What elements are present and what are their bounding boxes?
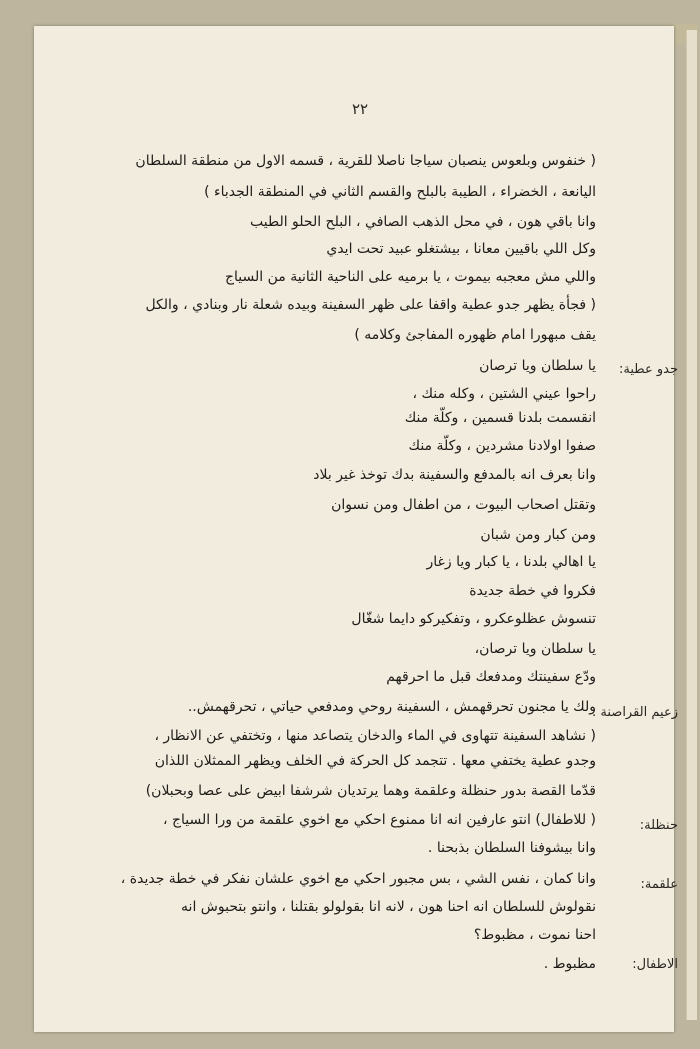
script-line: يا سلطان ويا ترصان، bbox=[474, 641, 596, 657]
script-line: يا اهالي بلدنا ، يا كبار ويا زغار bbox=[426, 554, 596, 570]
speaker-label: الاطفال: bbox=[632, 957, 678, 972]
script-line: ( للاطفال) انتو عارفين انه انا ممنوع احكي مع اخوي علقمة من ورا السياج ، bbox=[162, 812, 596, 828]
paper-edge bbox=[686, 30, 697, 1020]
script-line: وكل اللي باقيين معانا ، بيشتغلو عبيد تحت ايدي bbox=[326, 241, 596, 257]
script-line: يا سلطان ويا ترصان bbox=[479, 358, 596, 374]
script-line: انقسمت بلدنا قسمين ، وكلّة منك bbox=[404, 410, 596, 426]
script-line: وانا كمان ، نفس الشي ، بس مجبور احكي مع اخوي علشان نفكر في خطة جديدة ، bbox=[120, 871, 596, 887]
script-line: وجدو عطية يختفي معها . تتجمد كل الحركة في الخلف ويظهر الممثلان اللذان bbox=[154, 753, 596, 769]
script-line: تنسوش عظلوعكرو ، وتفكيركو دايما شغّال bbox=[351, 611, 596, 627]
script-line: صفوا اولادنا مشردين ، وكلّة منك bbox=[408, 438, 596, 454]
script-line: قدّما القصة بدور حنظلة وعلقمة وهما يرتديان شرشفا ابيض على عصا وبحبلان) bbox=[145, 783, 596, 799]
script-line: يقف مبهورا امام ظهوره المفاجئ وكلامه ) bbox=[354, 327, 596, 343]
script-line: وانا بيشوفنا السلطان بذبحنا . bbox=[427, 840, 596, 856]
page-number: ٢٢ bbox=[351, 100, 369, 118]
script-line: ومن كبار ومن شبان bbox=[480, 527, 596, 543]
speaker-label: جدو عطية: bbox=[619, 362, 678, 377]
script-line: ولك يا مجنون تحرقهمش ، السفينة روحي ومدفعي حياتي ، تحرقهمش.. bbox=[187, 699, 596, 715]
script-line: وتقتل اصحاب البيوت ، من اطفال ومن نسوان bbox=[331, 497, 596, 513]
speaker-label: علقمة: bbox=[640, 877, 678, 892]
speaker-label: زعيم القراصنة : bbox=[591, 705, 678, 720]
script-line: فكروا في خطة جديدة bbox=[469, 583, 596, 599]
script-line: ( نشاهد السفينة تتهاوى في الماء والدخان يتصاعد منها ، وتختفي عن الانظار ، bbox=[154, 728, 596, 744]
script-line: احنا نموت ، مظبوط؟ bbox=[473, 927, 596, 943]
script-line: واللي مش معجبه بيموت ، يا برميه على الناحية الثانية من السياج bbox=[225, 269, 596, 285]
speaker-label: حنظلة: bbox=[639, 818, 678, 833]
script-line: اليانعة ، الخضراء ، الطيبة بالبلح والقسم الثاني في المنطقة الجدباء ) bbox=[204, 184, 596, 200]
script-line: وانا باقي هون ، في محل الذهب الصافي ، البلح الحلو الطيب bbox=[249, 214, 596, 230]
script-line: ( فجأة يظهر جدو عطية واقفا على ظهر السفينة وبيده شعلة نار وبنادي ، والكل bbox=[145, 297, 596, 313]
script-line: ودّع سفينتك ومدفعك قبل ما احرقهم bbox=[386, 669, 596, 685]
script-line: نقولوش للسلطان انه احنا هون ، لانه انا بقولولو بقتلنا ، وانتو بتحبوش انه bbox=[181, 899, 596, 915]
script-line: مظبوط . bbox=[543, 956, 596, 972]
script-line: راحوا عيني الشتين ، وكله منك ، bbox=[412, 386, 596, 402]
script-line: وانا بعرف انه بالمدفع والسفينة بدك توخذ غير بلاد bbox=[313, 467, 596, 483]
script-line: ( خنفوس وبلعوس ينصبان سياجا ناصلا للقرية ، قسمه الاول من منطقة السلطان bbox=[135, 153, 596, 169]
